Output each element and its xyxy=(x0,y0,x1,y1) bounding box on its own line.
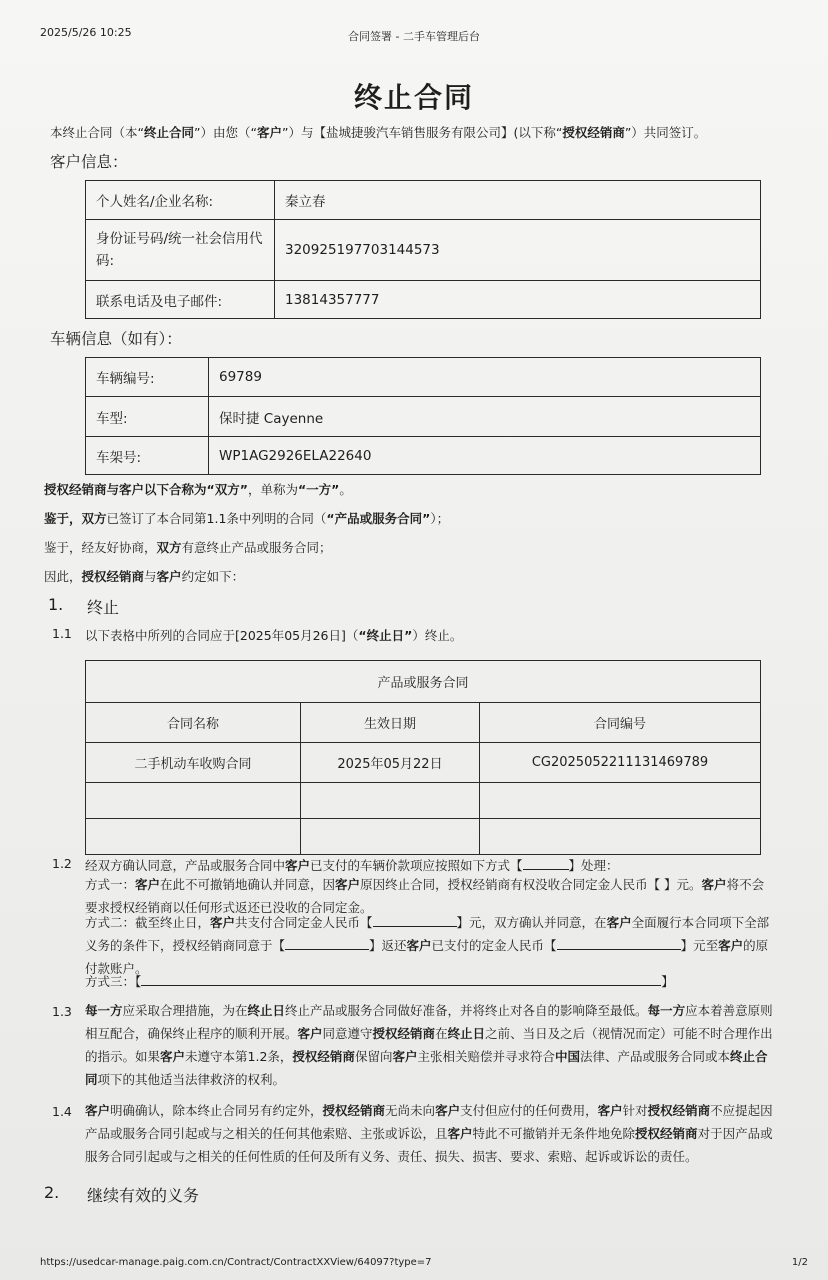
table-row xyxy=(86,743,761,783)
contract-name-cell xyxy=(86,819,301,855)
vin-value: WP1AG2926ELA22640 xyxy=(209,437,761,475)
column-header: 生效日期 xyxy=(301,703,480,743)
table-caption-row xyxy=(86,661,761,703)
vehicle-number-value: 69789 xyxy=(209,358,761,397)
effective-date-cell xyxy=(301,819,480,855)
recital-whereas-1: 鉴于，双方已签订了本合同第1.1条中列明的合同（“产品或服务合同”）； xyxy=(44,511,450,526)
page-number: 1/2 xyxy=(791,1257,808,1268)
print-page-title: 合同签署 - 二手车管理后台 xyxy=(348,30,480,43)
table-row xyxy=(86,819,761,855)
clause-1-2-text: 经双方确认同意，产品或服务合同中客户已支付的车辆价款项应按照如下方式【 】处理： xyxy=(85,858,619,873)
intro-paragraph: 本终止合同（本“终止合同”）由您（“客户”）与【盐城捷骏汽车销售服务有限公司】(以下称“授权经销商”）共同签订。 xyxy=(50,125,707,140)
column-header: 合同编号 xyxy=(480,703,761,743)
vehicle-model-label: 车型: xyxy=(86,397,209,437)
customer-info-heading: 客户信息： xyxy=(50,153,128,171)
refund-method-3: 方式三：【 】 xyxy=(85,974,674,989)
recital-therefore: 因此，授权经销商与客户约定如下： xyxy=(44,569,245,584)
clause-1-2-number: 1.2 xyxy=(52,856,72,871)
clause-1-4-number: 1.4 xyxy=(52,1104,72,1119)
vehicle-row xyxy=(86,358,761,397)
vehicle-row xyxy=(86,397,761,437)
clause-1-1-text: 以下表格中所列的合同应于[2025年05月26日]（“终止日”）终止。 xyxy=(85,628,463,643)
clause-1-3-number: 1.3 xyxy=(52,1004,72,1019)
customer-id-value: 320925197703144573 xyxy=(275,220,761,281)
contract-number-cell: CG2025052211131469789 xyxy=(480,743,761,783)
customer-name-label: 个人姓名/企业名称: xyxy=(86,181,275,220)
recital-whereas-2: 鉴于，经友好协商，双方有意终止产品或服务合同； xyxy=(44,540,332,555)
customer-row xyxy=(86,220,761,281)
footer-url: https://usedcar-manage.paig.com.cn/Contract/ContractXXView/64097?type=7 xyxy=(40,1257,432,1268)
recital-parties: 授权经销商与客户以下合称为“双方”，单称为“一方”。 xyxy=(44,482,352,497)
clause-1-1-number: 1.1 xyxy=(52,626,72,641)
customer-name-value: 秦立春 xyxy=(275,181,761,220)
section-1-number: 1. xyxy=(48,595,64,614)
print-timestamp: 2025/5/26 10:25 xyxy=(40,26,132,39)
clause-1-3-text: 每一方应采取合理措施，为在终止日终止产品或服务合同做好准备，并将终止对各自的影响降至最低。每一方应本着善意原则相互配合，确保终止程序的顺利开展。客户同意遵守授权经销商在终止日之前、当日及之后（视情况而定）可能不时合理作出的指示。如果客户未遵守本第1.2条，授权经销商保留向客户主张相关赔偿并寻求符合中国法律、产品或服务合同或本终止合同项下的其他适当法律救济的权利。 xyxy=(85,1003,773,1087)
refund-method-2: 方式二：截至终止日，客户共支付合同定金人民币【 】元，双方确认并同意，在客户全面履行本合同项下全部义务的条件下，授权经销商同意于【 】返还客户已支付的定金人民币【 】元至客户的原付款账户。 xyxy=(85,915,770,976)
document-title: 终止合同 xyxy=(353,81,474,114)
section-2-title: 继续有效的义务 xyxy=(87,1186,200,1205)
customer-info-table xyxy=(85,180,761,319)
contract-name-cell: 二手机动车收购合同 xyxy=(86,743,301,783)
contract-name-cell xyxy=(86,783,301,819)
customer-row xyxy=(86,281,761,319)
effective-date-cell: 2025年05月22日 xyxy=(301,743,480,783)
table-row xyxy=(86,783,761,819)
column-header: 合同名称 xyxy=(86,703,301,743)
section-1-title: 终止 xyxy=(87,598,120,617)
vehicle-row xyxy=(86,437,761,475)
contract-number-cell xyxy=(480,783,761,819)
effective-date-cell xyxy=(301,783,480,819)
customer-contact-label: 联系电话及电子邮件: xyxy=(86,281,275,319)
customer-contact-value: 13814357777 xyxy=(275,281,761,319)
clause-1-4-text: 客户明确确认，除本终止合同另有约定外，授权经销商无尚未向客户支付但应付的任何费用，客户针对授权经销商不应提起因产品或服务合同引起或与之相关的任何其他索赔、主张或诉讼，且客户特此不可撤销并无条件地免除授权经销商对于因产品或服务合同引起或与之相关的任何性质的任何及所有义务、责任、损失、损害、要求、索赔、起诉或诉讼的责任。 xyxy=(85,1103,773,1164)
section-2-number: 2. xyxy=(44,1183,60,1202)
vin-label: 车架号: xyxy=(86,437,209,475)
vehicle-info-heading: 车辆信息（如有）： xyxy=(50,330,182,348)
vehicle-info-table xyxy=(85,357,761,475)
refund-method-1: 方式一：客户在此不可撤销地确认并同意，因客户原因终止合同，授权经销商有权没收合同定金人民币【 】元。客户将不会要求授权经销商以任何形式返还已没收的合同定金。 xyxy=(85,877,765,915)
table-caption: 产品或服务合同 xyxy=(86,661,761,703)
customer-id-label: 身份证号码/统一社会信用代码: xyxy=(86,220,275,281)
vehicle-number-label: 车辆编号: xyxy=(86,358,209,397)
customer-row xyxy=(86,181,761,220)
contract-number-cell xyxy=(480,819,761,855)
product-contract-table xyxy=(85,660,761,855)
vehicle-model-value: 保时捷 Cayenne xyxy=(209,397,761,437)
table-header-row xyxy=(86,703,761,743)
